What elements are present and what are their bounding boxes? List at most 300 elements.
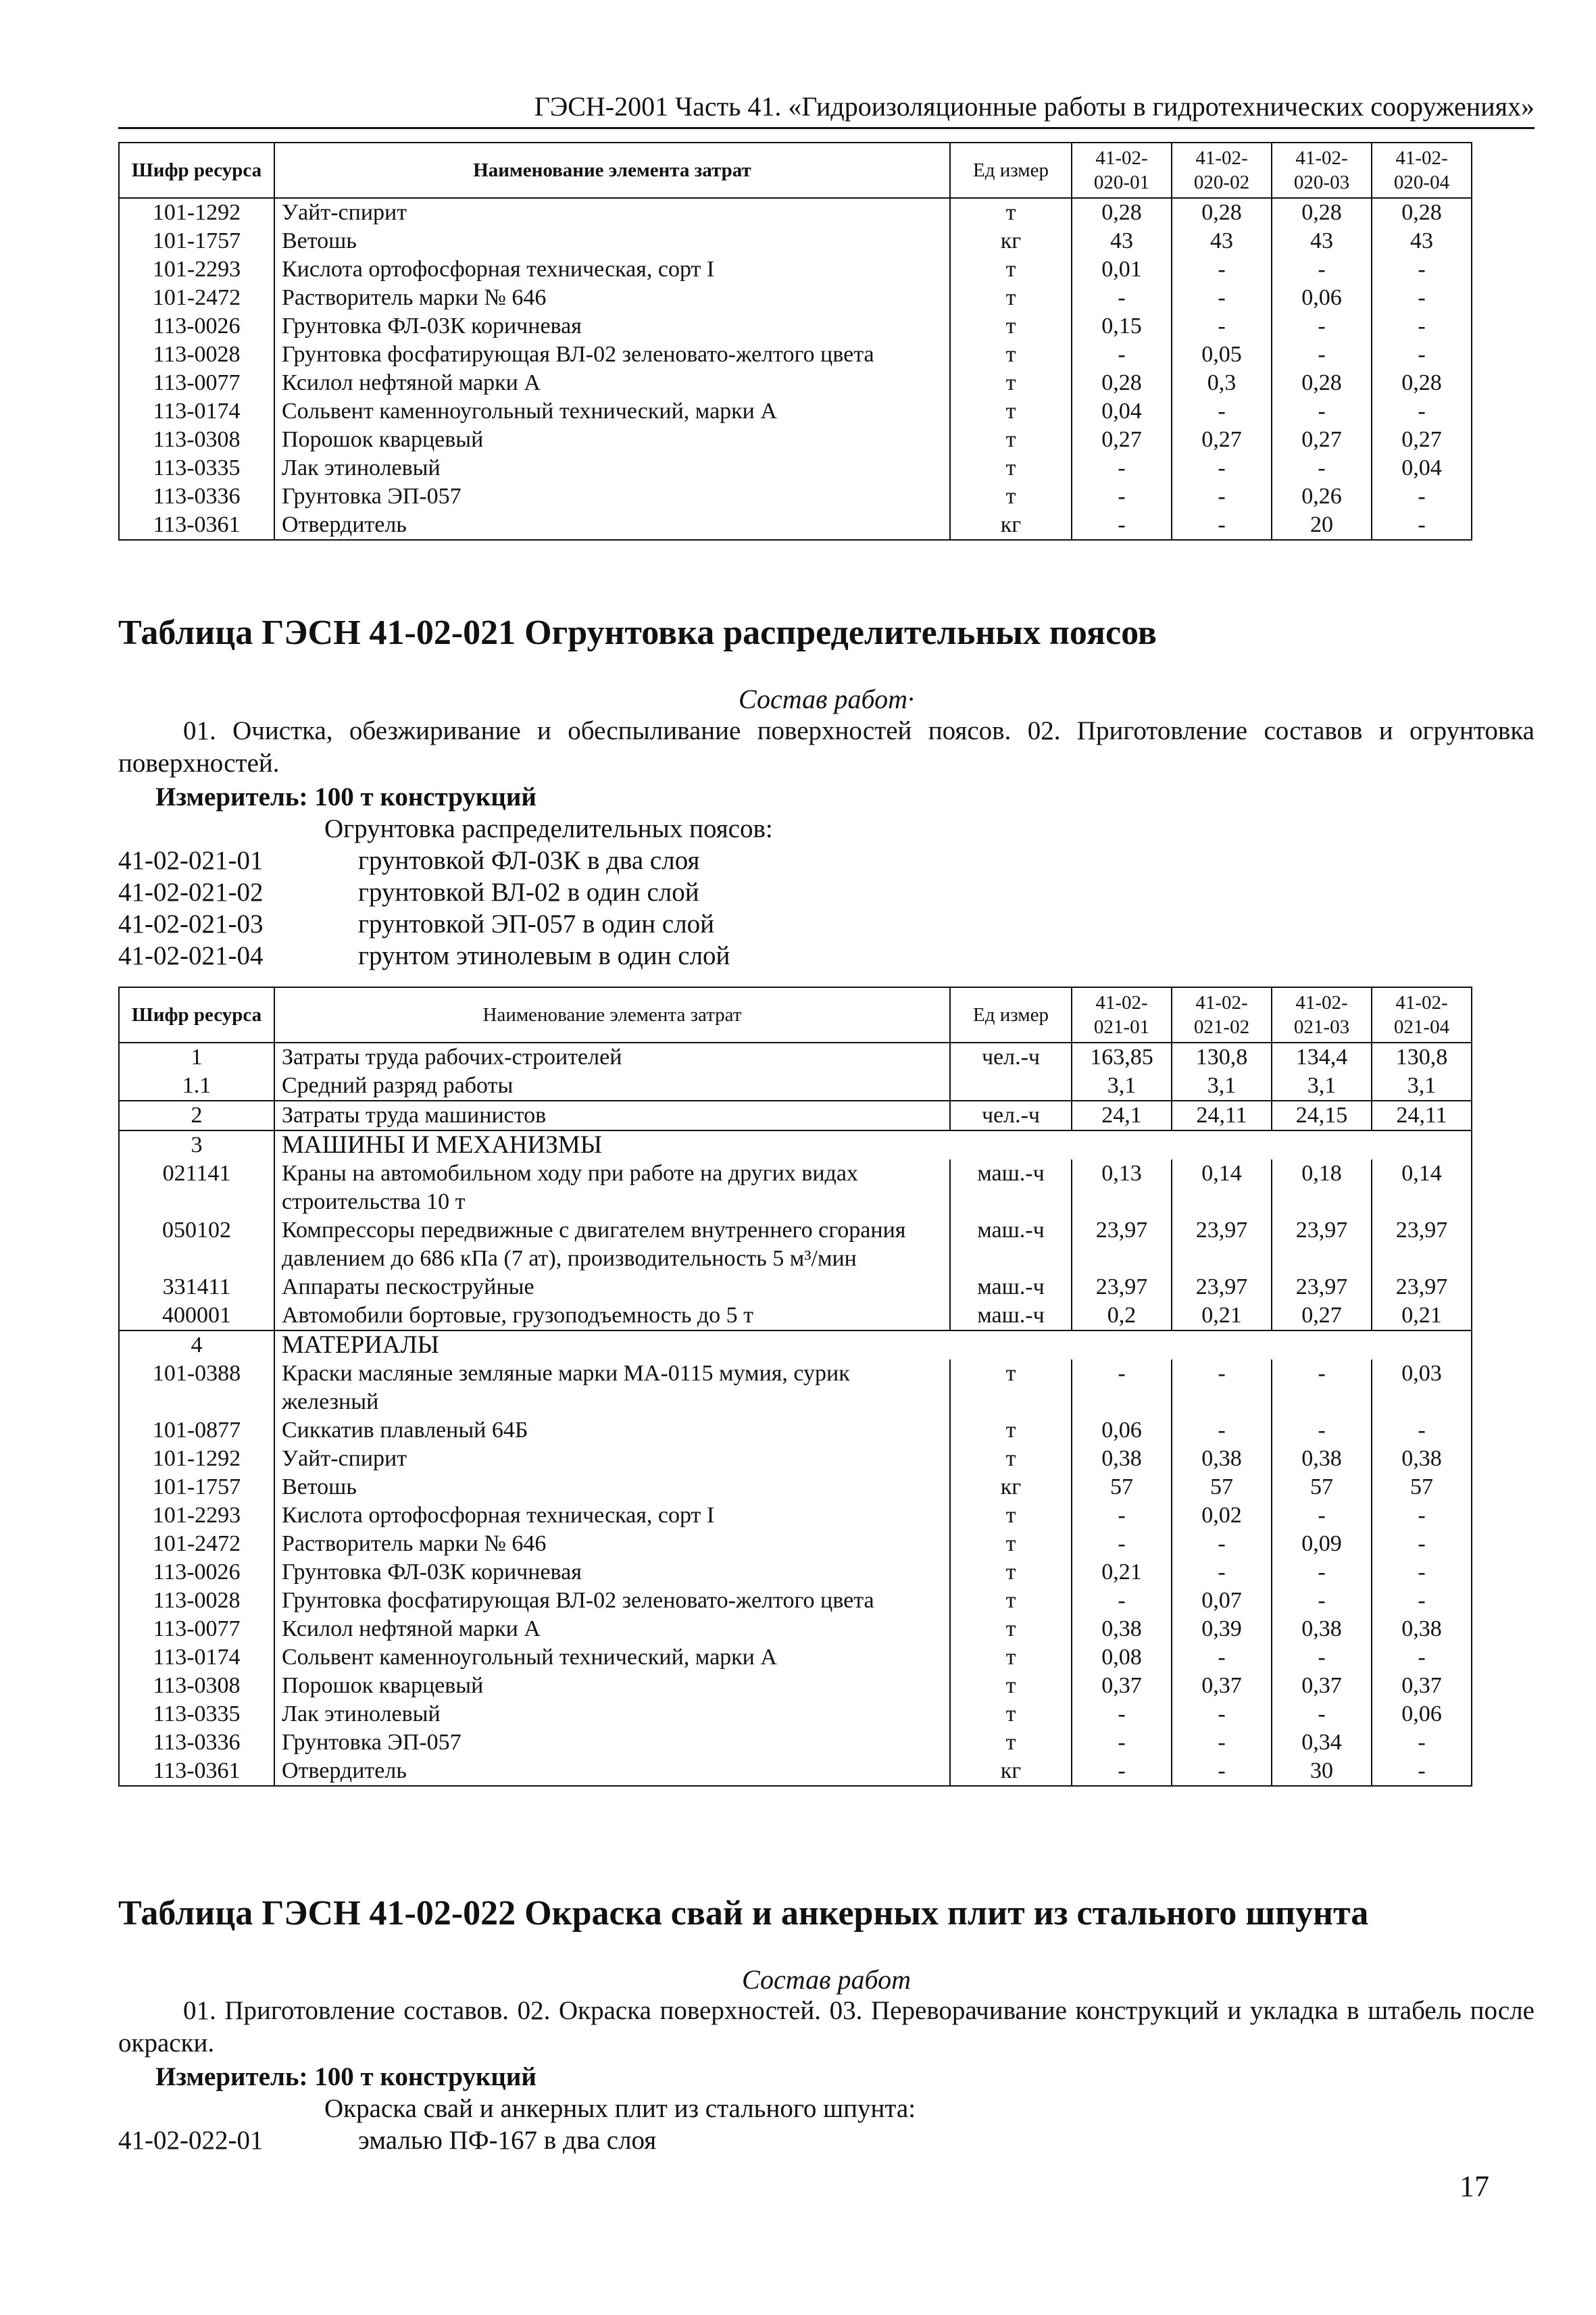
value-cell: 20: [1272, 511, 1372, 540]
value-cell: 0,38: [1272, 1445, 1372, 1473]
table-row: [119, 1700, 1472, 1728]
resource-code: 113-0335: [119, 454, 274, 482]
value-cell: 0,13: [1072, 1160, 1172, 1216]
table-row: [119, 1672, 1472, 1700]
value-cell: 0,05: [1172, 341, 1272, 369]
value-cell: 57: [1172, 1473, 1272, 1501]
table-row: [119, 312, 1472, 341]
value-cell: 0,15: [1072, 312, 1172, 341]
value-cell: -: [1272, 1501, 1372, 1530]
column-header-code: Шифр ресурса: [119, 143, 274, 198]
resource-name: Ксилол нефтяной марки А: [274, 1615, 950, 1643]
resource-name: Грунтовка фосфатирующая ВЛ-02 зеленовато-желтого цвета: [274, 1587, 950, 1615]
resource-name: Грунтовка фосфатирующая ВЛ-02 зеленовато-желтого цвета: [274, 341, 950, 369]
header-rule: [118, 127, 1535, 129]
value-cell: 0,27: [1272, 1301, 1372, 1330]
resource-name: Ксилол нефтяной марки А: [274, 369, 950, 397]
column-header-variant: 41-02- 020-01: [1072, 143, 1172, 198]
unit-cell: т: [950, 1672, 1072, 1700]
unit-cell: т: [950, 1643, 1072, 1672]
resource-code: 021141: [119, 1160, 274, 1216]
value-cell: -: [1372, 255, 1472, 284]
value-cell: -: [1372, 341, 1472, 369]
resource-name: Растворитель марки № 646: [274, 284, 950, 312]
value-cell: -: [1372, 312, 1472, 341]
table-title-41-02-021: Таблица ГЭСН 41-02-021 Огрунтовка распределительных поясов: [118, 614, 1157, 652]
value-cell: 23,97: [1372, 1216, 1472, 1273]
unit-cell: кг: [950, 511, 1072, 540]
resource-name: Кислота ортофосфорная техническая, сорт I: [274, 1501, 950, 1530]
table-row: [119, 1615, 1472, 1643]
table-row: [119, 511, 1472, 540]
table-row: [119, 341, 1472, 369]
resource-code: 113-0026: [119, 312, 274, 341]
column-header-variant: 41-02- 021-04: [1372, 987, 1472, 1043]
resource-code: 1: [119, 1043, 274, 1072]
value-cell: 43: [1072, 227, 1172, 255]
value-cell: -: [1272, 397, 1372, 426]
value-cell: -: [1172, 397, 1272, 426]
work-composition-body: 01. Очистка, обезжиривание и обеспыливание поверхностей поясов. 02. Приготовление составов и огрунтовка поверхностей.: [118, 716, 1535, 778]
column-header-variant: 41-02- 020-03: [1272, 143, 1372, 198]
resource-code: 3: [119, 1130, 274, 1160]
value-cell: 24,11: [1372, 1101, 1472, 1130]
table-header-row: [119, 987, 1472, 1043]
column-header-variant: 41-02- 021-02: [1172, 987, 1272, 1043]
value-cell: 0,21: [1172, 1301, 1272, 1330]
resource-name: Ветошь: [274, 227, 950, 255]
resource-name: Аппараты пескоструйные: [274, 1273, 950, 1301]
column-header-variant: 41-02- 020-04: [1372, 143, 1472, 198]
table-row: [119, 1501, 1472, 1530]
value-cell: -: [1272, 1558, 1372, 1587]
resource-name: Грунтовка ФЛ-03К коричневая: [274, 1558, 950, 1587]
value-cell: 0,21: [1072, 1558, 1172, 1587]
value-cell: 0,01: [1072, 255, 1172, 284]
table-row: [119, 369, 1472, 397]
value-cell: 24,1: [1072, 1101, 1172, 1130]
resource-table-41-02-021: [118, 987, 1472, 1787]
value-cell: 0,07: [1172, 1587, 1272, 1615]
value-cell: -: [1072, 482, 1172, 511]
table-row: [119, 482, 1472, 511]
unit-cell: т: [950, 1728, 1072, 1757]
value-cell: 0,28: [1272, 369, 1372, 397]
value-cell: -: [1372, 482, 1472, 511]
value-cell: -: [1372, 511, 1472, 540]
value-cell: 0,28: [1272, 198, 1372, 227]
resource-name: Лак этинолевый: [274, 454, 950, 482]
value-cell: -: [1372, 1757, 1472, 1786]
resource-code: 113-0174: [119, 1643, 274, 1672]
value-cell: 0,21: [1372, 1301, 1472, 1330]
value-cell: 130,8: [1372, 1043, 1472, 1072]
value-cell: -: [1172, 1530, 1272, 1558]
table-row: [119, 1473, 1472, 1501]
resource-code: 113-0077: [119, 369, 274, 397]
value-cell: 0,38: [1072, 1615, 1172, 1643]
value-cell: 0,3: [1172, 369, 1272, 397]
value-cell: 0,14: [1172, 1160, 1272, 1216]
table-row: [119, 1757, 1472, 1786]
unit-cell: т: [950, 312, 1072, 341]
measure-unit: Измеритель: 100 т конструкций: [155, 2062, 537, 2091]
variant-description: грунтовкой ВЛ-02 в один слой: [358, 878, 699, 907]
resource-code: 113-0308: [119, 426, 274, 454]
resource-code: 113-0174: [119, 397, 274, 426]
unit-cell: т: [950, 426, 1072, 454]
value-cell: -: [1272, 1587, 1372, 1615]
value-cell: -: [1272, 1360, 1372, 1416]
resource-code: 101-1292: [119, 198, 274, 227]
value-cell: 23,97: [1372, 1273, 1472, 1301]
variants-intro: Окраска свай и анкерных плит из стального шпунта:: [324, 2094, 916, 2123]
unit-cell: т: [950, 1501, 1072, 1530]
resource-code: 113-0335: [119, 1700, 274, 1728]
value-cell: 0,28: [1372, 369, 1472, 397]
work-composition-text: [118, 715, 1535, 780]
resource-name: Порошок кварцевый: [274, 426, 950, 454]
unit-cell: кг: [950, 227, 1072, 255]
column-header-variant: 41-02- 021-01: [1072, 987, 1172, 1043]
value-cell: -: [1072, 1530, 1172, 1558]
unit-cell: т: [950, 454, 1072, 482]
value-cell: -: [1372, 1558, 1472, 1587]
table-row: [119, 1360, 1472, 1416]
table-row: [119, 1530, 1472, 1558]
value-cell: 23,97: [1172, 1273, 1272, 1301]
value-cell: 163,85: [1072, 1043, 1172, 1072]
resource-code: 101-1757: [119, 1473, 274, 1501]
unit-cell: маш.-ч: [950, 1216, 1072, 1273]
value-cell: -: [1172, 1728, 1272, 1757]
value-cell: 0,38: [1372, 1445, 1472, 1473]
resource-name: Лак этинолевый: [274, 1700, 950, 1728]
variant-code: 41-02-021-01: [118, 846, 264, 875]
resource-name: Уайт-спирит: [274, 1445, 950, 1473]
resource-code: 1.1: [119, 1072, 274, 1101]
value-cell: 0,34: [1272, 1728, 1372, 1757]
resource-name: Средний разряд работы: [274, 1072, 950, 1101]
value-cell: 0,39: [1172, 1615, 1272, 1643]
value-cell: 43: [1172, 227, 1272, 255]
value-cell: -: [1272, 454, 1372, 482]
resource-name: Отвердитель: [274, 1757, 950, 1786]
value-cell: -: [1172, 284, 1272, 312]
value-cell: -: [1072, 1700, 1172, 1728]
resource-table-41-02-020: [118, 142, 1472, 541]
value-cell: 0,37: [1072, 1672, 1172, 1700]
unit-cell: т: [950, 198, 1072, 227]
value-cell: -: [1172, 255, 1272, 284]
value-cell: -: [1172, 1700, 1272, 1728]
resource-name: Сольвент каменноугольный технический, марки А: [274, 397, 950, 426]
value-cell: -: [1072, 1501, 1172, 1530]
unit-cell: кг: [950, 1757, 1072, 1786]
resource-code: 101-2472: [119, 284, 274, 312]
value-cell: 0,06: [1272, 284, 1372, 312]
measure-unit: Измеритель: 100 т конструкций: [155, 782, 537, 812]
value-cell: -: [1172, 1757, 1272, 1786]
value-cell: 23,97: [1072, 1273, 1172, 1301]
unit-cell: маш.-ч: [950, 1160, 1072, 1216]
value-cell: -: [1172, 454, 1272, 482]
resource-code: 101-2472: [119, 1530, 274, 1558]
value-cell: 3,1: [1272, 1072, 1372, 1101]
value-cell: 0,2: [1072, 1301, 1172, 1330]
resource-code: 113-0077: [119, 1615, 274, 1643]
unit-cell: т: [950, 1360, 1072, 1416]
table-row: [119, 1101, 1472, 1130]
value-cell: -: [1372, 284, 1472, 312]
resource-code: 050102: [119, 1216, 274, 1273]
value-cell: 0,27: [1072, 426, 1172, 454]
value-cell: 0,06: [1072, 1416, 1172, 1445]
table-row: [119, 198, 1472, 227]
work-composition-body: 01. Приготовление составов. 02. Окраска поверхностей. 03. Переворачивание конструкций и укладка в штабель после окраски.: [118, 1996, 1535, 2058]
value-cell: 0,03: [1372, 1360, 1472, 1416]
unit-cell: т: [950, 1700, 1072, 1728]
resource-name: Затраты труда машинистов: [274, 1101, 950, 1130]
resource-code: 101-1757: [119, 227, 274, 255]
value-cell: -: [1172, 1558, 1272, 1587]
table-row: [119, 454, 1472, 482]
value-cell: -: [1372, 1416, 1472, 1445]
resource-code: 113-0028: [119, 341, 274, 369]
value-cell: 0,27: [1172, 426, 1272, 454]
variant-code: 41-02-021-02: [118, 878, 264, 907]
unit-cell: т: [950, 1445, 1072, 1473]
resource-name: Грунтовка ЭП-057: [274, 1728, 950, 1757]
variant-description: эмалью ПФ-167 в два слоя: [358, 2126, 657, 2155]
variant-description: грунтовкой ЭП-057 в один слой: [358, 910, 715, 939]
resource-code: 2: [119, 1101, 274, 1130]
value-cell: -: [1172, 312, 1272, 341]
value-cell: -: [1072, 284, 1172, 312]
table-row: [119, 1416, 1472, 1445]
value-cell: -: [1272, 1643, 1372, 1672]
resource-code: 113-0026: [119, 1558, 274, 1587]
resource-code: 101-2293: [119, 1501, 274, 1530]
value-cell: 0,37: [1172, 1672, 1272, 1700]
unit-cell: т: [950, 1530, 1072, 1558]
resource-name: Краски масляные земляные марки МА-0115 мумия, сурик железный: [274, 1360, 950, 1416]
column-header-variant: 41-02- 020-02: [1172, 143, 1272, 198]
resource-name: Затраты труда рабочих-строителей: [274, 1043, 950, 1072]
value-cell: 0,14: [1372, 1160, 1472, 1216]
variant-code: 41-02-021-03: [118, 910, 264, 939]
variant-code: 41-02-021-04: [118, 941, 264, 970]
table-row: [119, 426, 1472, 454]
work-composition-text: [118, 1995, 1535, 2060]
resource-code: 113-0361: [119, 511, 274, 540]
resource-name: Кислота ортофосфорная техническая, сорт I: [274, 255, 950, 284]
resource-name: Грунтовка ЭП-057: [274, 482, 950, 511]
value-cell: 24,15: [1272, 1101, 1372, 1130]
value-cell: 0,27: [1372, 426, 1472, 454]
unit-cell: чел.-ч: [950, 1043, 1072, 1072]
resource-name: Отвердитель: [274, 511, 950, 540]
value-cell: 0,38: [1072, 1445, 1172, 1473]
table-title-41-02-022: Таблица ГЭСН 41-02-022 Окраска свай и анкерных плит из стального шпунта: [118, 1894, 1369, 1933]
value-cell: -: [1172, 1416, 1272, 1445]
resource-name: Уайт-спирит: [274, 198, 950, 227]
column-header-name: Наименование элемента затрат: [274, 987, 950, 1043]
resource-name: Сольвент каменноугольный технический, марки А: [274, 1643, 950, 1672]
value-cell: 57: [1072, 1473, 1172, 1501]
value-cell: -: [1172, 511, 1272, 540]
table-row: [119, 255, 1472, 284]
value-cell: -: [1372, 1728, 1472, 1757]
unit-cell: т: [950, 482, 1072, 511]
value-cell: -: [1072, 1360, 1172, 1416]
resource-name: Автомобили бортовые, грузоподъемность до 5 т: [274, 1301, 950, 1330]
unit-cell: т: [950, 255, 1072, 284]
resource-code: 400001: [119, 1301, 274, 1330]
value-cell: 0,38: [1272, 1615, 1372, 1643]
variants-intro: Огрунтовка распределительных поясов:: [324, 814, 773, 843]
table-row: [119, 1072, 1472, 1101]
table-row: [119, 1558, 1472, 1587]
resource-name: Грунтовка ФЛ-03К коричневая: [274, 312, 950, 341]
value-cell: 23,97: [1172, 1216, 1272, 1273]
resource-code: 331411: [119, 1273, 274, 1301]
unit-cell: т: [950, 1416, 1072, 1445]
table-row: [119, 1216, 1472, 1273]
resource-name: Компрессоры передвижные с двигателем внутреннего сгорания давлением до 686 кПа (7 ат), производительность 5 м³/мин: [274, 1216, 950, 1273]
resource-name: Ветошь: [274, 1473, 950, 1501]
value-cell: 0,04: [1372, 454, 1472, 482]
value-cell: -: [1172, 1643, 1272, 1672]
work-composition-label: Состав работ·: [739, 684, 914, 714]
unit-cell: т: [950, 1587, 1072, 1615]
value-cell: 0,08: [1072, 1643, 1172, 1672]
value-cell: 0,06: [1372, 1700, 1472, 1728]
unit-cell: чел.-ч: [950, 1101, 1072, 1130]
section-row: [119, 1330, 1472, 1360]
value-cell: 3,1: [1372, 1072, 1472, 1101]
resource-code: 113-0308: [119, 1672, 274, 1700]
resource-code: 113-0336: [119, 482, 274, 511]
table-row: [119, 1160, 1472, 1216]
value-cell: 0,38: [1372, 1615, 1472, 1643]
value-cell: 23,97: [1072, 1216, 1172, 1273]
resource-code: 113-0361: [119, 1757, 274, 1786]
value-cell: 57: [1272, 1473, 1372, 1501]
value-cell: 43: [1372, 227, 1472, 255]
value-cell: -: [1372, 1530, 1472, 1558]
unit-cell: т: [950, 397, 1072, 426]
unit-cell: т: [950, 284, 1072, 312]
variant-description: грунтом этинолевым в один слой: [358, 941, 730, 970]
resource-name: Порошок кварцевый: [274, 1672, 950, 1700]
value-cell: 0,37: [1272, 1672, 1372, 1700]
value-cell: -: [1372, 1587, 1472, 1615]
table-row: [119, 397, 1472, 426]
unit-cell: т: [950, 1615, 1072, 1643]
value-cell: -: [1272, 1416, 1372, 1445]
value-cell: -: [1172, 482, 1272, 511]
value-cell: 57: [1372, 1473, 1472, 1501]
value-cell: -: [1272, 341, 1372, 369]
value-cell: 130,8: [1172, 1043, 1272, 1072]
table-row: [119, 1043, 1472, 1072]
value-cell: 134,4: [1272, 1043, 1372, 1072]
value-cell: 0,28: [1172, 198, 1272, 227]
table-row: [119, 1273, 1472, 1301]
table-header-row: [119, 143, 1472, 198]
value-cell: -: [1072, 1728, 1172, 1757]
value-cell: 3,1: [1172, 1072, 1272, 1101]
value-cell: 0,38: [1172, 1445, 1272, 1473]
value-cell: -: [1372, 1643, 1472, 1672]
value-cell: 24,11: [1172, 1101, 1272, 1130]
unit-cell: [950, 1072, 1072, 1101]
unit-cell: т: [950, 1558, 1072, 1587]
value-cell: 0,37: [1372, 1672, 1472, 1700]
column-header-name: Наименование элемента затрат: [274, 143, 950, 198]
resource-name: Краны на автомобильном ходу при работе на других видах строительства 10 т: [274, 1160, 950, 1216]
column-header-unit: Ед измер: [950, 143, 1072, 198]
section-title: МАТЕРИАЛЫ: [274, 1330, 1472, 1360]
work-composition-label: Состав работ: [742, 1964, 911, 1995]
value-cell: 0,04: [1072, 397, 1172, 426]
value-cell: 43: [1272, 227, 1372, 255]
value-cell: -: [1072, 1757, 1172, 1786]
value-cell: -: [1272, 1700, 1372, 1728]
value-cell: -: [1072, 454, 1172, 482]
resource-code: 101-2293: [119, 255, 274, 284]
table-row: [119, 1587, 1472, 1615]
resource-code: 113-0336: [119, 1728, 274, 1757]
variant-code: 41-02-022-01: [118, 2126, 264, 2155]
unit-cell: маш.-ч: [950, 1301, 1072, 1330]
table-row: [119, 227, 1472, 255]
resource-name: Сиккатив плавленый 64Б: [274, 1416, 950, 1445]
unit-cell: кг: [950, 1473, 1072, 1501]
value-cell: 3,1: [1072, 1072, 1172, 1101]
table-row: [119, 1445, 1472, 1473]
value-cell: 0,18: [1272, 1160, 1372, 1216]
resource-name: Растворитель марки № 646: [274, 1530, 950, 1558]
value-cell: 0,27: [1272, 426, 1372, 454]
resource-code: 101-0877: [119, 1416, 274, 1445]
value-cell: -: [1072, 341, 1172, 369]
column-header-code: Шифр ресурса: [119, 987, 274, 1043]
column-header-variant: 41-02- 021-03: [1272, 987, 1372, 1043]
table-row: [119, 1643, 1472, 1672]
resource-code: 4: [119, 1330, 274, 1360]
value-cell: 0,26: [1272, 482, 1372, 511]
value-cell: -: [1372, 1501, 1472, 1530]
value-cell: -: [1072, 511, 1172, 540]
value-cell: 30: [1272, 1757, 1372, 1786]
value-cell: -: [1272, 255, 1372, 284]
table-row: [119, 1728, 1472, 1757]
resource-code: 101-1292: [119, 1445, 274, 1473]
resource-code: 113-0028: [119, 1587, 274, 1615]
value-cell: 0,28: [1072, 369, 1172, 397]
value-cell: 23,97: [1272, 1273, 1372, 1301]
table-row: [119, 284, 1472, 312]
column-header-unit: Ед измер: [950, 987, 1072, 1043]
value-cell: -: [1272, 312, 1372, 341]
unit-cell: т: [950, 369, 1072, 397]
page-number: 17: [1460, 2170, 1489, 2203]
variant-description: грунтовкой ФЛ-03К в два слоя: [358, 846, 700, 875]
resource-code: 101-0388: [119, 1360, 274, 1416]
value-cell: 0,09: [1272, 1530, 1372, 1558]
